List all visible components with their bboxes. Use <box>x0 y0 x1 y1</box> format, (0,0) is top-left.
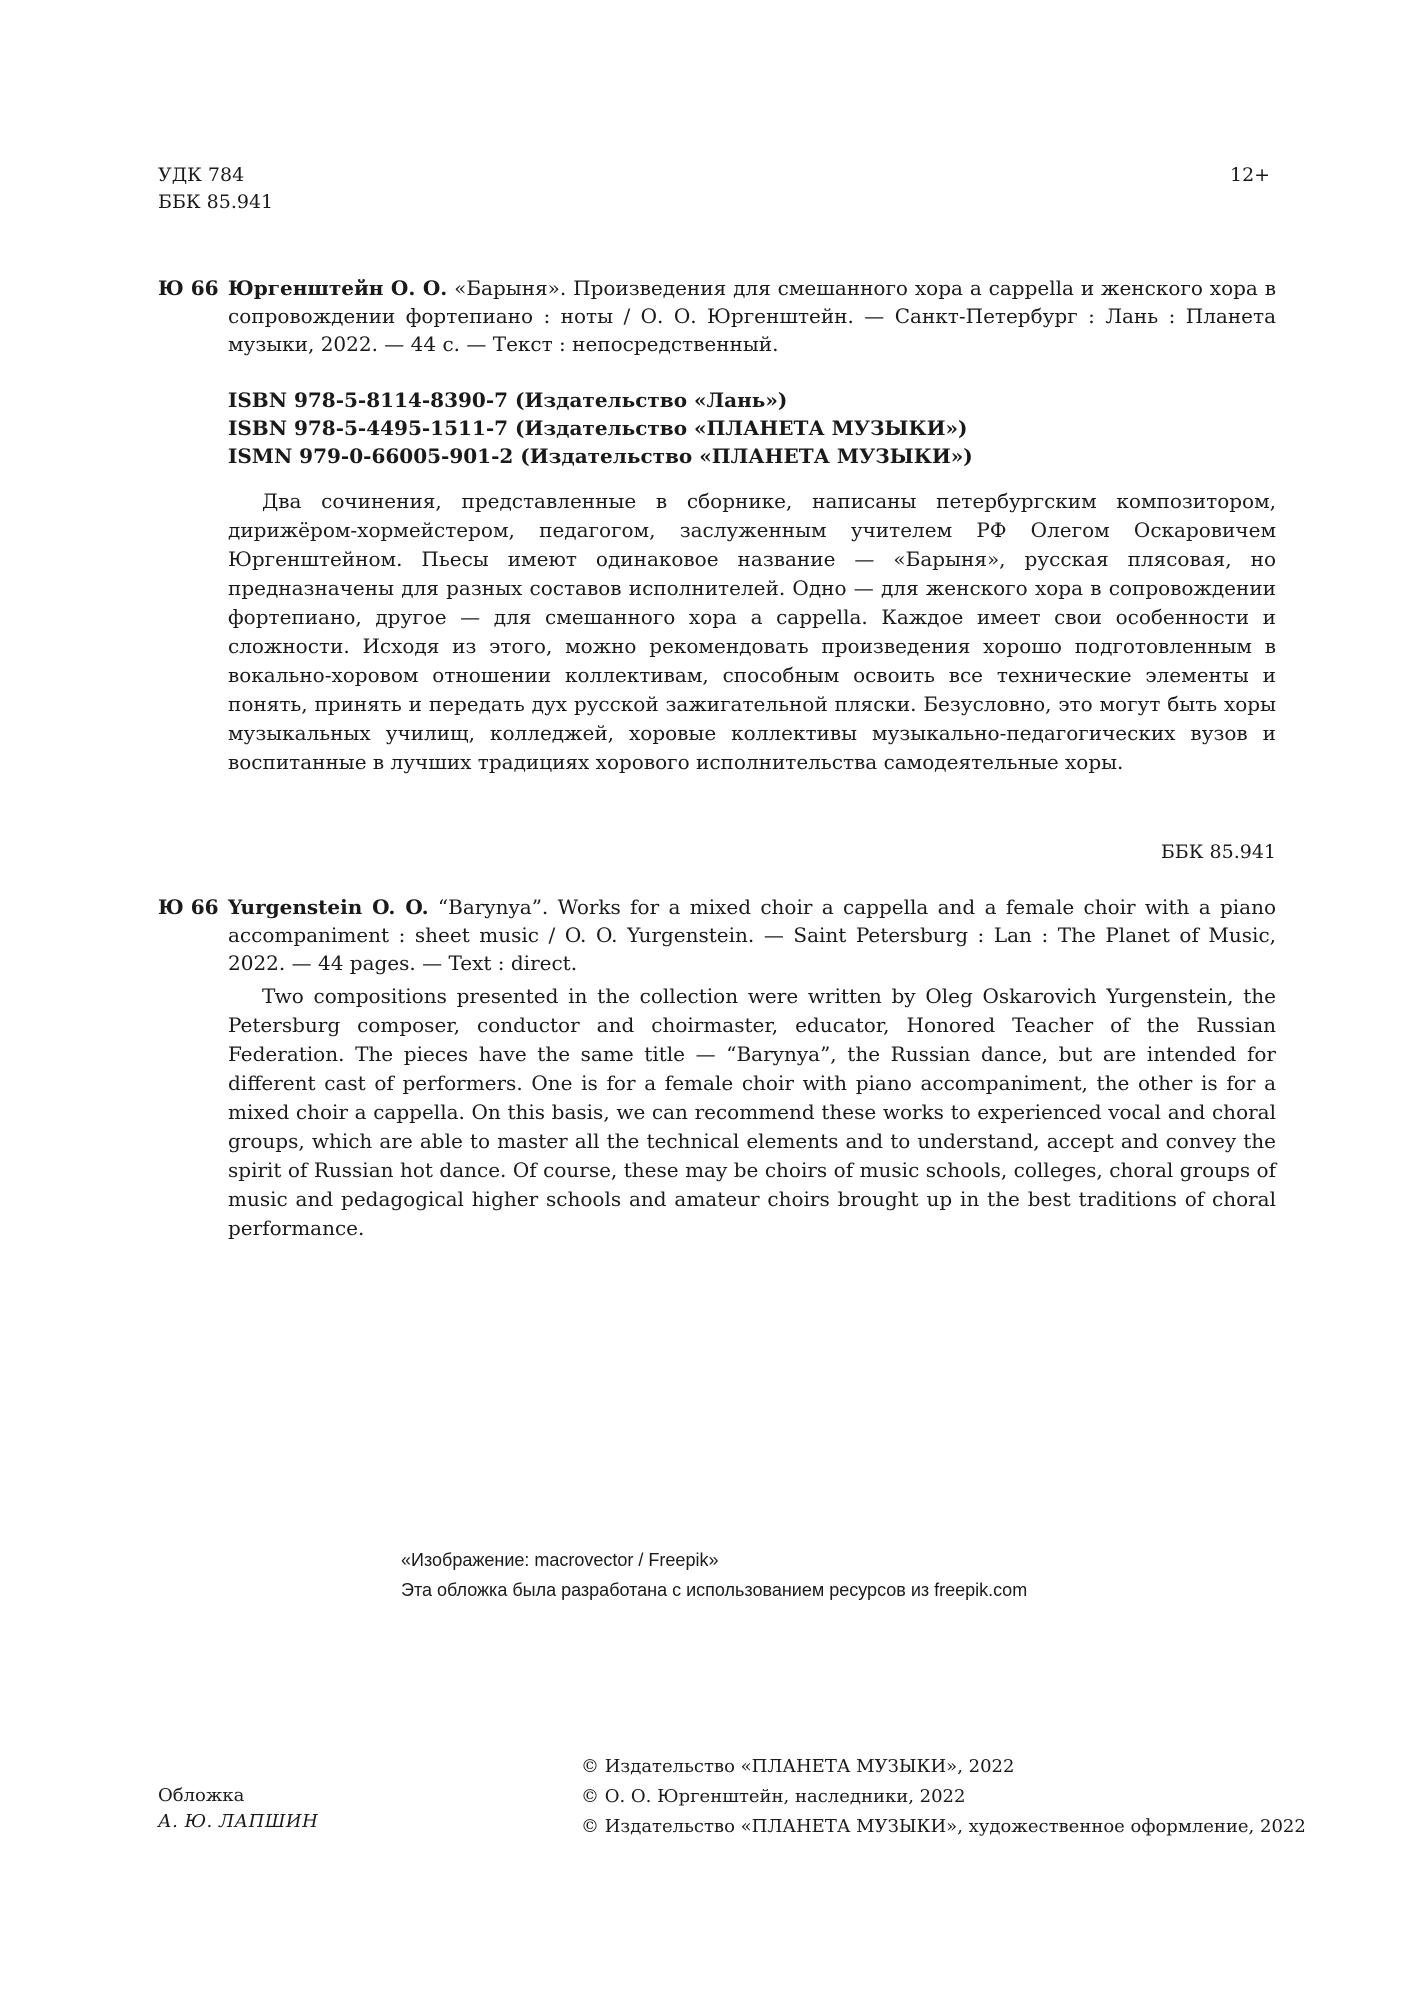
isbn-lan: ISBN 978-5-8114-8390-7 (Издательство «Лань») <box>228 388 788 412</box>
isbn-planet: ISBN 978-5-4495-1511-7 (Издательство «ПЛАНЕТА МУЗЫКИ») <box>228 416 968 440</box>
image-source-credit: «Изображение: macrovector / Freepik» <box>401 1550 719 1570</box>
en-abstract: Two compositions presented in the collection were written by Oleg Oskarovich Yurgenstein, the Petersburg composer, conductor and choirmaster, educator, Honored Teacher of the Russian Federation. The pieces have the same title — “Barynya”, the Russian dance, but are intended for different cast of performers. One is for a female choir with piano accompaniment, the other is for a mixed choir a cappella. On this basis, we can recommend these works to experienced vocal and choral groups, which are able to master all the technical elements and to understand, accept and convey the spirit of Russian hot dance. Of course, these may be choirs of music schools, colleges, choral groups of music and pedagogical higher schools and amateur choirs brought up in the best traditions of choral performance. <box>228 984 1276 1240</box>
author-name-en: Yurgenstein O. O. <box>228 895 429 919</box>
bbk-code-right: ББК 85.941 <box>1160 841 1276 863</box>
freepik-credit: Эта обложка была разработана с использованием ресурсов из freepik.com <box>401 1580 1028 1600</box>
author-sign-code: Ю 66 <box>158 276 219 300</box>
age-rating: 12+ <box>1230 164 1271 186</box>
en-entry-description: “Barynya”. Works for a mixed choir a cappella and a female choir with a piano accompaniment : sheet music / O. O. Yurgenstein. — Saint Petersburg : Lan : The Planet of Music, 2022. — 44 pages. — Text : direct. <box>228 895 1277 975</box>
cover-label: Обложка <box>158 1785 245 1806</box>
author-name: Юргенштейн О. О. <box>228 276 448 300</box>
author-sign-code: Ю 66 <box>158 895 219 919</box>
udk-code: УДК 784 <box>158 164 245 186</box>
copyright-publisher: © Издательство «ПЛАНЕТА МУЗЫКИ», 2022 <box>581 1756 1015 1777</box>
ru-entry-description: «Барыня». Произведения для смешанного хора a cappella и женского хора в сопровождении фортепиано : ноты / О. О. Юргенштейн. — Санкт-Петербург : Лань : Планета музыки, 2022. — 44 с. — Текст : непосредственный. <box>228 276 1276 356</box>
isbn-list <box>228 386 973 470</box>
copyright-design: © Издательство «ПЛАНЕТА МУЗЫКИ», художественное оформление, 2022 <box>581 1816 1306 1837</box>
ru-bibliographic-entry <box>158 274 1276 358</box>
en-bibliographic-entry <box>158 893 1276 977</box>
ru-entry-body <box>228 274 1276 358</box>
classification-codes <box>158 162 273 216</box>
en-entry-body <box>228 893 1276 977</box>
cover-artist: А. Ю. ЛАПШИН <box>158 1811 319 1832</box>
copyright-author: © О. О. Юргенштейн, наследники, 2022 <box>581 1786 966 1807</box>
bbk-code: ББК 85.941 <box>158 191 274 213</box>
cover-credit <box>158 1783 318 1835</box>
image-credits <box>401 1545 1027 1605</box>
ismn-planet: ISMN 979-0-66005-901-2 (Издательство «ПЛАНЕТА МУЗЫКИ») <box>228 444 973 468</box>
ru-abstract: Два сочинения, представленные в сборнике, написаны петербургским композитором, дирижёром-хормейстером, педагогом, заслуженным учителем РФ Олегом Оскаровичем Юргенштейном. Пьесы имеют одинаковое название — «Барыня», русская плясовая, но предназначены для разных составов исполнителей. Одно — для женского хора в сопровождении фортепиано, другое — для смешанного хора a cappella. Каждое имеет свои особенности и сложности. Исходя из этого, можно рекомендовать произведения хорошо подготовленным в вокально-хоровом отношении коллективам, способным освоить все технические элементы и понять, принять и передать дух русской зажигательной пляски. Безусловно, это могут быть хоры музыкальных училищ, колледжей, хоровые коллективы музыкально-педагогических вузов и воспитанные в лучших традициях хорового исполнительства самодеятельные хоры. <box>228 489 1276 774</box>
copyright-block <box>581 1752 1306 1842</box>
